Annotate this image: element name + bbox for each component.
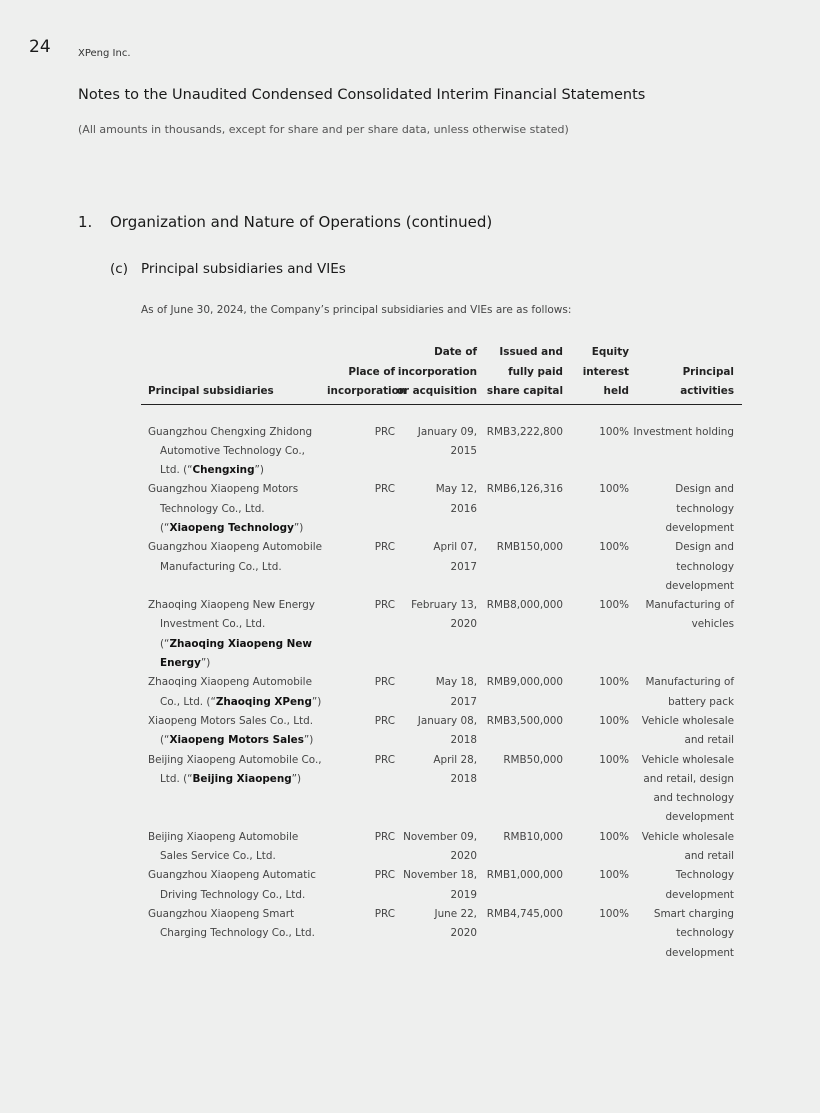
place-of-incorporation: PRC (374, 483, 395, 496)
subsidiary-full-name: Beijing Xiaopeng Automobile Co., Ltd. (“ (148, 753, 322, 785)
activity-line: Technology (675, 869, 734, 882)
subsidiary-full-name: Guangzhou Xiaopeng Motors Technology Co., Ltd. (“ (148, 483, 299, 534)
subsidiary-name-text (148, 538, 327, 577)
subsidiary-name-close: ”) (200, 657, 211, 670)
activity-line: Vehicle wholesale (641, 753, 734, 766)
activity-line: development (665, 811, 734, 824)
subsidiary-name-text (148, 828, 327, 867)
date-line: January 09, (417, 425, 477, 438)
incorporation-date (395, 538, 477, 596)
subsidiary-short-name: Xiaopeng Motors Sales (169, 734, 304, 747)
header-date-of-incorporation (395, 343, 477, 404)
header-share-capital (477, 343, 563, 404)
subsection-label: (c) (110, 261, 128, 277)
subsidiary-name (141, 596, 327, 673)
share-capital: RMB6,126,316 (486, 483, 563, 496)
subsidiary-name (141, 712, 327, 751)
date-line: November 18, (403, 869, 477, 882)
subsidiary-name (141, 905, 327, 963)
place-of-incorporation: PRC (374, 830, 395, 843)
principal-activity (629, 596, 742, 673)
company-name: XPeng Inc. (78, 48, 131, 59)
section-number: 1. (78, 213, 93, 231)
share-capital: RMB8,000,000 (486, 599, 563, 612)
subsidiary-name-text (148, 596, 327, 673)
place-of-incorporation: PRC (374, 541, 395, 554)
table-row (141, 538, 742, 596)
subsidiary-name-text (148, 751, 327, 790)
date-line: May 12, (435, 483, 477, 496)
activity-line: Manufacturing of (645, 599, 734, 612)
header-line: Issued and (499, 346, 563, 358)
incorporation-date (395, 751, 477, 828)
subsidiary-name-text (148, 866, 327, 905)
activity-line: development (665, 579, 734, 592)
subsidiary-full-name: Zhaoqing Xiaopeng New Energy Investment Co., Ltd. (“ (148, 599, 315, 650)
table-row (141, 480, 742, 538)
incorporation-date (395, 828, 477, 867)
date-line: February 13, (411, 599, 477, 612)
table-row (141, 828, 742, 867)
subsidiary-name-text (148, 905, 327, 944)
activity-line: technology (676, 502, 734, 515)
subsection-heading (110, 261, 346, 277)
place-of-incorporation: PRC (374, 907, 395, 920)
header-line: Equity (591, 346, 629, 358)
share-capital: RMB10,000 (503, 830, 563, 843)
header-line: or acquisition (396, 385, 477, 397)
date-line: 2015 (450, 444, 477, 457)
activity-line: Vehicle wholesale (641, 714, 734, 727)
share-capital: RMB3,222,800 (486, 425, 563, 438)
date-line: January 08, (417, 714, 477, 727)
equity-interest: 100% (599, 753, 629, 766)
header-principal-activities: Principal activities (629, 343, 742, 404)
activity-line: Smart charging (653, 907, 734, 920)
share-capital: RMB4,745,000 (486, 907, 563, 920)
activity-line: Vehicle wholesale (641, 830, 734, 843)
equity-interest: 100% (599, 907, 629, 920)
page-number: 24 (29, 37, 51, 57)
subsidiary-name (141, 828, 327, 867)
activity-line: development (665, 946, 734, 959)
header-line: incorporation (327, 385, 407, 397)
incorporation-date (395, 596, 477, 673)
incorporation-date (395, 905, 477, 963)
activity-line: technology (676, 560, 734, 573)
subsidiary-short-name: Chengxing (192, 464, 255, 477)
date-line: 2018 (450, 734, 477, 747)
date-line: June 22, (434, 907, 477, 920)
activity-line: Manufacturing of (645, 676, 734, 689)
header-line: share capital (486, 385, 563, 397)
section-title: Organization and Nature of Operations (continued) (110, 213, 493, 231)
activity-line: Design and (675, 483, 734, 496)
subsidiary-short-name: Zhaoqing Xiaopeng New Energy (160, 637, 312, 670)
place-of-incorporation: PRC (374, 599, 395, 612)
subsidiary-name-text (148, 423, 327, 481)
incorporation-date (395, 866, 477, 905)
equity-interest: 100% (599, 483, 629, 496)
share-capital: RMB150,000 (496, 541, 563, 554)
subsidiary-full-name: Guangzhou Xiaopeng Automatic Driving Technology Co., Ltd. (148, 869, 316, 901)
date-line: 2020 (450, 927, 477, 940)
activity-line: development (665, 521, 734, 534)
equity-interest: 100% (599, 714, 629, 727)
share-capital: RMB3,500,000 (486, 714, 563, 727)
subsidiary-name-close: ”) (311, 695, 322, 708)
subsidiary-name (141, 538, 327, 596)
date-line: 2019 (450, 888, 477, 901)
principal-activity (629, 538, 742, 596)
activity-line: and retail (684, 734, 734, 747)
subsidiary-short-name: Xiaopeng Technology (169, 521, 294, 534)
principal-activity (629, 751, 742, 828)
subsidiary-name-text (148, 673, 327, 712)
subsidiary-full-name: Guangzhou Chengxing Zhidong Automotive Technology Co., Ltd. (“ (148, 425, 313, 477)
activity-line: and technology (653, 792, 734, 805)
subsidiary-name-text (148, 480, 327, 538)
subsidiary-full-name: Xiaopeng Motors Sales Co., Ltd. (“ (148, 714, 314, 747)
header-line: held (603, 385, 629, 397)
date-line: May 18, (435, 676, 477, 689)
subsidiary-short-name: Zhaoqing XPeng (215, 695, 312, 708)
table-row (141, 866, 742, 905)
intro-text: As of June 30, 2024, the Company’s principal subsidiaries and VIEs are as follows: (141, 304, 572, 316)
date-line: 2018 (450, 772, 477, 785)
principal-activity (629, 905, 742, 963)
incorporation-date (395, 480, 477, 538)
equity-interest: 100% (599, 869, 629, 882)
amounts-note: (All amounts in thousands, except for share and per share data, unless otherwise stated) (78, 123, 569, 136)
principal-activity (629, 423, 742, 481)
subsection-title: Principal subsidiaries and VIEs (141, 261, 346, 277)
subsidiary-name-text (148, 712, 327, 751)
subsidiary-name-close: ”) (303, 734, 314, 747)
table-row (141, 751, 742, 828)
header-place-of-incorporation (327, 343, 407, 404)
date-line: 2017 (450, 560, 477, 573)
date-line: April 07, (433, 541, 477, 554)
page-title: Notes to the Unaudited Condensed Consolidated Interim Financial Statements (78, 87, 646, 103)
share-capital: RMB1,000,000 (486, 869, 563, 882)
principal-activity (629, 866, 742, 905)
table-body (141, 404, 742, 963)
subsidiary-name (141, 423, 327, 481)
activity-line: Design and (675, 541, 734, 554)
place-of-incorporation: PRC (374, 753, 395, 766)
subsidiary-name (141, 480, 327, 538)
incorporation-date (395, 712, 477, 751)
subsidiary-short-name: Beijing Xiaopeng (192, 772, 292, 785)
subsidiary-full-name: Zhaoqing Xiaopeng Automobile Co., Ltd. (“ (148, 676, 312, 708)
subsidiary-full-name: Guangzhou Xiaopeng Smart Charging Technology Co., Ltd. (148, 907, 315, 940)
header-line: Place of (348, 365, 395, 378)
date-line: 2020 (450, 618, 477, 631)
place-of-incorporation: PRC (374, 869, 395, 882)
equity-interest: 100% (599, 425, 629, 438)
equity-interest: 100% (599, 541, 629, 554)
table-row (141, 423, 742, 481)
equity-interest: 100% (599, 599, 629, 612)
date-line: April 28, (433, 753, 477, 766)
incorporation-date (395, 423, 477, 481)
header-line: interest (582, 365, 629, 378)
subsidiary-name (141, 866, 327, 905)
equity-interest: 100% (599, 830, 629, 843)
share-capital: RMB9,000,000 (486, 676, 563, 689)
header-principal-subsidiaries: Principal subsidiaries (141, 343, 327, 404)
section-heading (78, 213, 492, 231)
table-header (141, 343, 742, 404)
table-row (141, 596, 742, 673)
activity-line: development (665, 888, 734, 901)
subsidiary-full-name: Beijing Xiaopeng Automobile Sales Service Co., Ltd. (148, 830, 299, 863)
table-row (141, 712, 742, 751)
date-line: 2016 (450, 502, 477, 515)
principal-activity (629, 712, 742, 751)
incorporation-date (395, 673, 477, 712)
subsidiary-name (141, 673, 327, 712)
share-capital: RMB50,000 (503, 753, 563, 766)
activity-line: technology (676, 927, 734, 940)
table-row (141, 673, 742, 712)
table-row (141, 905, 742, 963)
place-of-incorporation: PRC (374, 714, 395, 727)
principal-activity (629, 480, 742, 538)
place-of-incorporation: PRC (374, 676, 395, 689)
subsidiary-name (141, 751, 327, 828)
activity-line: Investment holding (633, 425, 734, 438)
subsidiary-name-close: ”) (254, 464, 264, 477)
date-line: 2020 (450, 850, 477, 863)
subsidiaries-table (141, 343, 742, 963)
principal-activity (629, 673, 742, 712)
activity-line: vehicles (691, 618, 734, 631)
activity-line: battery pack (668, 695, 734, 708)
header-line: incorporation (397, 365, 477, 378)
principal-activity (629, 828, 742, 867)
activity-line: and retail (684, 850, 734, 863)
activity-line: and retail, design (643, 772, 734, 785)
date-line: November 09, (403, 830, 477, 843)
subsidiary-name-close: ”) (291, 772, 302, 785)
header-equity-interest (563, 343, 629, 404)
header-line: fully paid (508, 365, 563, 378)
subsidiary-name-close: ”) (293, 521, 304, 534)
place-of-incorporation: PRC (374, 425, 395, 438)
header-line: Date of (434, 346, 477, 358)
subsidiary-full-name: Guangzhou Xiaopeng Automobile Manufacturing Co., Ltd. (148, 541, 323, 573)
date-line: 2017 (450, 695, 477, 708)
equity-interest: 100% (599, 676, 629, 689)
